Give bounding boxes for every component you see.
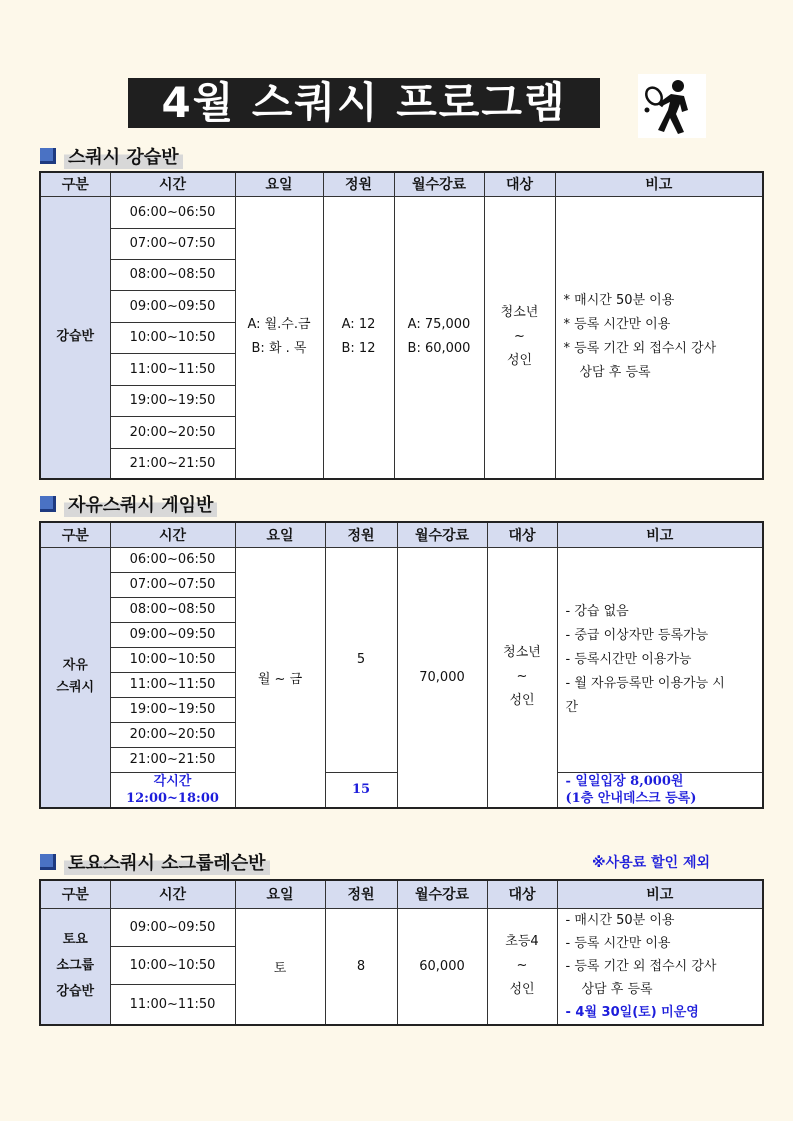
header-capacity: 정원: [325, 880, 397, 908]
capacity-cell: 8: [325, 908, 397, 1025]
category-cell: 강습반: [40, 196, 110, 479]
category-line: 강습반: [56, 984, 95, 999]
note-line: - 매시간 50분 이용: [565, 912, 675, 928]
time-cell: 07:00~07:50: [110, 572, 235, 597]
fee-cell: 70,000: [397, 547, 487, 808]
header-category: 구분: [40, 880, 110, 908]
target-line: ~: [514, 329, 525, 345]
note-line: - 등록 시간만 이용: [565, 935, 671, 951]
time-cell: 19:00~19:50: [110, 697, 235, 722]
discount-notice: ※사용료 할인 제외: [592, 855, 711, 871]
page-title: 4월 스쿼시 프로그램: [161, 78, 567, 127]
section3-title: 토요스쿼시 소그룹레슨반: [64, 849, 270, 875]
note-line: - 등록 기간 외 접수시 강사: [565, 958, 717, 974]
header-target: 대상: [487, 880, 557, 908]
extra-time-line: 12:00~18:00: [126, 790, 219, 806]
target-line: 성인: [509, 693, 535, 709]
header-time: 시간: [110, 522, 235, 547]
section-bullet-icon: [40, 148, 56, 164]
section1-title: 스쿼시 강습반: [64, 143, 183, 169]
notes-cell: [555, 196, 763, 479]
section2-header: [40, 491, 217, 517]
target-line: 초등4: [505, 934, 539, 949]
days-cell: [235, 196, 323, 479]
section2-title: 자유스쿼시 게임반: [64, 491, 217, 517]
category-line: 자유: [62, 658, 88, 674]
note-line: 상담 후 등록: [579, 365, 651, 381]
capacity-cell: [323, 196, 394, 479]
target-line: 성인: [506, 353, 533, 369]
section3-header: [40, 849, 270, 875]
header-fee: 월수강료: [397, 522, 487, 547]
fee-a: A: 75,000: [407, 317, 471, 333]
notes-cell: [557, 547, 763, 772]
time-cell: 06:00~06:50: [110, 196, 235, 228]
header-time: 시간: [110, 880, 235, 908]
time-cell: 06:00~06:50: [110, 547, 235, 572]
days-b: B: 화 . 목: [251, 341, 307, 357]
category-line: 스쿼시: [56, 680, 95, 696]
extra-capacity-cell: 15: [325, 772, 397, 808]
header-capacity: 정원: [325, 522, 397, 547]
note-line: - 중급 이상자만 등록가능: [565, 627, 709, 643]
target-line: 성인: [509, 982, 535, 997]
extra-note-line: - 일일입장 8,000원: [565, 773, 684, 789]
time-cell: 21:00~21:50: [110, 448, 235, 479]
header-capacity: 정원: [323, 172, 394, 196]
table-row: [40, 547, 763, 572]
note-line: * 등록 기간 외 접수시 강사: [563, 341, 717, 357]
capacity-cell: 5: [325, 547, 397, 772]
note-line: - 등록시간만 이용가능: [565, 651, 692, 667]
extra-notes-cell: [557, 772, 763, 808]
header-target: 대상: [487, 522, 557, 547]
free-play-table: [39, 521, 764, 809]
extra-time-cell: [110, 772, 235, 808]
section-bullet-icon: [40, 854, 56, 870]
time-cell: 11:00~11:50: [110, 353, 235, 385]
note-line: 상담 후 등록: [581, 981, 653, 997]
note-line: - 강습 없음: [565, 603, 629, 619]
time-cell: 10:00~10:50: [110, 947, 235, 985]
target-cell: [484, 196, 555, 479]
header-time: 시간: [110, 172, 235, 196]
class-table: [39, 171, 764, 480]
section-bullet-icon: [40, 496, 56, 512]
time-cell: 09:00~09:50: [110, 908, 235, 947]
table-header-row: [40, 172, 763, 196]
category-cell: [40, 547, 110, 808]
time-cell: 09:00~09:50: [110, 290, 235, 322]
target-line: ~: [516, 958, 528, 973]
days-cell: 월 ~ 금: [235, 547, 325, 808]
table-header-row: [40, 522, 763, 547]
header-category: 구분: [40, 522, 110, 547]
header-fee: 월수강료: [394, 172, 484, 196]
target-line: 청소년: [500, 305, 539, 321]
section1-header: [40, 143, 183, 169]
closure-note: - 4월 30일(토) 미운영: [565, 1004, 699, 1020]
category-cell: [40, 908, 110, 1025]
target-line: 청소년: [503, 645, 541, 661]
header-category: 구분: [40, 172, 110, 196]
time-cell: 08:00~08:50: [110, 259, 235, 290]
title-area: [0, 68, 793, 138]
time-cell: 11:00~11:50: [110, 672, 235, 697]
time-cell: 20:00~20:50: [110, 416, 235, 448]
squash-player-icon: [638, 74, 706, 138]
capacity-b: B: 12: [341, 341, 376, 357]
extra-note-line: (1층 안내데스크 등록): [565, 790, 697, 806]
category-line: 토요: [62, 932, 88, 947]
header-days: 요일: [235, 522, 325, 547]
time-cell: 10:00~10:50: [110, 647, 235, 672]
time-cell: 21:00~21:50: [110, 747, 235, 772]
note-line: * 등록 시간만 이용: [563, 317, 671, 333]
table-row: [40, 908, 763, 947]
days-cell: 토: [235, 908, 325, 1025]
category-line: 소그룹: [56, 958, 95, 973]
time-cell: 11:00~11:50: [110, 985, 235, 1025]
time-cell: 10:00~10:50: [110, 322, 235, 353]
saturday-table: [39, 879, 764, 1026]
fee-b: B: 60,000: [407, 341, 471, 357]
notes-cell: [557, 908, 763, 1025]
time-cell: 08:00~08:50: [110, 597, 235, 622]
note-line: 간: [565, 699, 579, 715]
table-row: [40, 196, 763, 228]
header-notes: 비고: [557, 522, 763, 547]
header-notes: 비고: [557, 880, 763, 908]
time-cell: 20:00~20:50: [110, 722, 235, 747]
note-line: - 월 자유등록만 이용가능 시: [565, 675, 725, 691]
target-cell: [487, 908, 557, 1025]
fee-cell: 60,000: [397, 908, 487, 1025]
time-cell: 07:00~07:50: [110, 228, 235, 259]
time-cell: 19:00~19:50: [110, 385, 235, 416]
days-a: A: 월.수.금: [247, 317, 311, 333]
capacity-a: A: 12: [341, 317, 376, 333]
target-cell: [487, 547, 557, 808]
header-days: 요일: [235, 172, 323, 196]
header-notes: 비고: [555, 172, 763, 196]
note-line: * 매시간 50분 이용: [563, 293, 675, 309]
target-line: ~: [516, 669, 528, 685]
header-fee: 월수강료: [397, 880, 487, 908]
fee-cell: [394, 196, 484, 479]
table-header-row: [40, 880, 763, 908]
header-target: 대상: [484, 172, 555, 196]
time-cell: 09:00~09:50: [110, 622, 235, 647]
header-days: 요일: [235, 880, 325, 908]
extra-time-line: 각시간: [153, 773, 192, 789]
